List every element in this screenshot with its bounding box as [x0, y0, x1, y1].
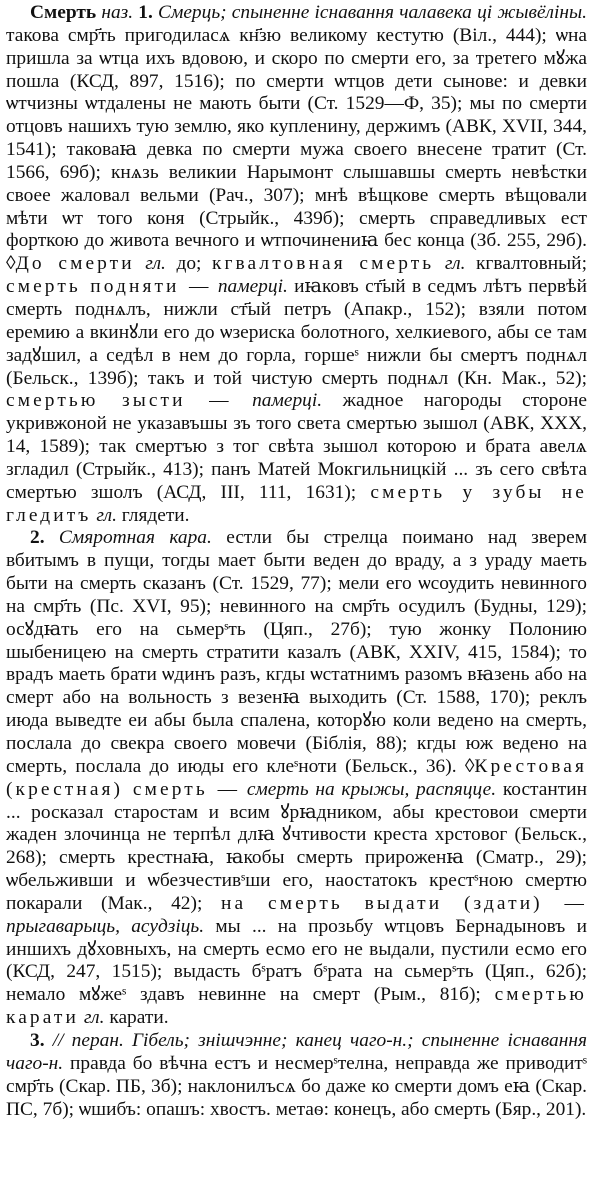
citations: иꙗковъ ст҃ый в седмъ лѣтъ первѣй смерть поднѧлъ, нижли ст҃ый петръ (Апакр., 152); взяли потом еремию а вкинꙋли его до ѡзериска болотного, хелкиевого, абы се там задꙋшил, а седѣл в нем до горла, горшеˢ нижли бы смертъ поднѧл (Бельск., 139б); такъ и той чистую смерть поднѧл (Кн. Мак., 52); — [6, 276, 587, 389]
phrase: смертью зысти — — [6, 390, 232, 412]
entry-sense-3 — [6, 1030, 587, 1121]
phrase-pos: гл. — [444, 253, 466, 275]
phrase: кгвалтовная смерть — [211, 253, 435, 275]
entry-sense-1 — [6, 2, 587, 527]
citations: правда бо вѣчна естъ и несмерˢтелна, неправда же приводитˢ смр҃ть (Скар. ПБ, 3б); наклонилъсѧ бо даже ко смерти домъ еꙗ (Скар. ПС, 7б); ѡшибъ: опашъ: хвостъ. метаѳ: конецъ, або смерть (Бяр., 201). — [6, 1052, 587, 1120]
phrase: Крестовая (крестная) смерть — — [6, 755, 587, 800]
phrase: смертью карати — [6, 984, 587, 1029]
sense-number: 1. — [138, 2, 153, 23]
phrase-gloss: смерть на крыжы, распяцце. — [246, 778, 497, 800]
phrase-gloss: памерці. — [217, 276, 288, 298]
sense-gloss: Смерць; спыненне існавання чалавека ці жывёліны. — [158, 2, 587, 23]
phrase-gloss: прыгаварыць, асудзіць. — [6, 915, 205, 937]
phrase-ref: карати. — [109, 1007, 169, 1029]
phrase-pos: гл. — [145, 253, 166, 275]
phrase-mark: ◊ — [6, 253, 16, 275]
entry-sense-2 — [6, 527, 587, 1030]
phrase-pos: гл. — [83, 1007, 105, 1029]
citations: мы ... на прозьбу ѡтцовъ Бернадыновъ и иншихъ дꙋховныхъ, на смерть есмо его не выдали, пустили есмо его (КСД, 247, 1515); выдасть бˢратъ бˢрата на сьмерˢть (Цяп., 62б); немало мꙋжеˢ здавъ невинне на смерт (Рым., 81б); — [6, 915, 587, 1006]
sense-gloss: // перан. Гібель; знішчэнне; канец чаго-н.; спыненне існавання чаго-н. — [6, 1029, 587, 1074]
phrase-ref: до; — [176, 253, 202, 275]
phrase: До смерти — [15, 253, 135, 275]
headword: Смерть — [30, 2, 97, 23]
phrase-ref: кгвалтовный; — [475, 253, 587, 275]
phrase-gloss: памерці. — [252, 390, 323, 412]
phrase: смерть у зубы не гледитъ — [6, 481, 587, 526]
citations: жадное нагороды стороне укривжоной не указавъшы зъ того света смертью зышол (АВК, XXX, 14, 1589); так смертъю з тог свѣта зышол которою и брата авелѧ згладил (Стрыйк., 413); панъ Матей Мокгильницкій ... зъ сего свѣта смертью зшолъ (АСД, III, 111, 1631); — [6, 390, 587, 503]
phrase-mark: ◊ — [464, 755, 475, 777]
citations: костантин ... росказал старостам и всим ꙋрꙗдником, абы крестовои смерти жаден злочинца не терпѣл длꙗ ꙋчтивости креста хрстовог (Бельск., 268); смерть крестнаꙗ, ꙗкобы смерть прироженꙗ (Сматр., 29); ѡбельживши и ѡбезчестивˢши его, наостатокъ крестˢною смертю покарали (Мак., 42); — [6, 778, 587, 914]
phrase-pos: гл. — [96, 504, 117, 526]
sense-gloss: Смяротная кара. — [58, 527, 212, 549]
citations: такова смр҃ть пригодиласѧ кн҃зю великому кестутю (Віл., 444); ѡна пришла за ѡтца ихъ вдовою, и скоро по смерти его, за третего мꙋжа пошла (КСД, 897, 1516); по смерти ѡтцов дети сынове: и девки ѡтчизны ѡтдалены не мають быти (Ст. 1529—Ф, 35); мы по смерти отцовъ нашихъ тую землю, яко купленину, держимъ (АВК, XVII, 344, 1541); таковаꙗ девка по смерти мужа своего внесене тратит (Ст. 1566, 69б); кнѧзь великии Нарымонт слышавшы смерть невѣстки своее жаловал вельми (Рач., 307); мнѣ вѣщкове смерть вѣщовали мѣти ѡт того коня (Стрыйк., 439б); смерть справедливых ест форткою до живота вечного и ѡтпочинениꙗ бес конца (Зб. 255, 29б). — [6, 24, 587, 252]
sense-number: 3. — [30, 1029, 45, 1051]
phrase: на смерть выдати (здати) — — [221, 892, 587, 914]
part-of-speech: наз. — [101, 2, 134, 23]
sense-number: 2. — [30, 527, 45, 549]
phrase: смерть подняти — — [6, 276, 212, 298]
citations: естли бы стрелца поимано над зверем вбитымъ в пущи, тогды мает быти веден до враду, а з ураду маеть быти на смерть сказанъ (Ст. 1529, 77); мели его ѡсоудить невинного на смр҃ть (Пс. XVI, 95); невинного на смр҃ть осудилъ (Будны, 129); осꙋдꙗть его на сьмерˢть (Цяп., 27б); тую жонку Полонию шыбеницею на смерть стратити казалъ (АВК, XXIV, 415, 1584); то врадъ маеть брати ѡдинъ разъ, кгды ѡстатнимъ разомъ вꙗзень або на смерт або на вольность з везенꙗ выходить (Ст. 1588, 170); реклъ июда выведте еи абы была спалена, которꙋю коли ведено на смерть, послала до свекра своего мовечи (Біблія, 88); кгды юж ведено на смерть, послала до июды его клеˢноти (Бельск., 36). — [6, 527, 587, 777]
phrase-ref: глядети. — [121, 504, 190, 526]
